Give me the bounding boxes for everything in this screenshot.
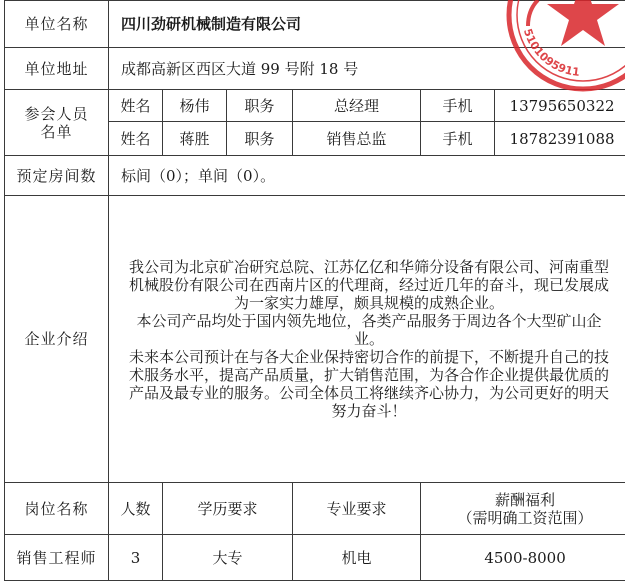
job-count: 3 (109, 535, 163, 581)
name-label: 姓名 (109, 90, 163, 122)
row-company (5, 1, 625, 48)
intro-label: 企业介绍 (5, 196, 109, 483)
rooms-value: 标间（0）；单间（0）。 (109, 156, 625, 196)
job-header-education: 学历要求 (163, 483, 293, 535)
attendees-label (5, 90, 109, 156)
job-header-salary-line1: 薪酬福利 (495, 490, 556, 509)
attendee-title: 总经理 (293, 90, 421, 122)
registration-form-table (4, 0, 625, 581)
company-label: 单位名称 (5, 1, 109, 48)
job-salary: 4500-8000 (421, 535, 625, 581)
row-job-headers (5, 483, 625, 535)
row-intro (5, 196, 625, 483)
attendee-name: 杨伟 (163, 90, 227, 122)
rooms-label: 预定房间数 (5, 156, 109, 196)
address-value: 成都高新区西区大道 99 号附 18 号 (109, 48, 625, 90)
company-name: 四川劲研机械制造有限公司 (109, 1, 625, 48)
title-label: 职务 (227, 90, 293, 122)
intro-paragraph: 本公司产品均处于国内领先地位，各类产品服务于周边各个大型矿山企业。 (136, 312, 602, 348)
address-label: 单位地址 (5, 48, 109, 90)
job-header-position: 岗位名称 (5, 483, 109, 535)
title-label: 职务 (227, 122, 293, 156)
intro-content (109, 196, 625, 483)
job-header-major: 专业要求 (293, 483, 421, 535)
row-address (5, 48, 625, 90)
job-major: 机电 (293, 535, 421, 581)
attendee-phone: 18782391088 (495, 122, 625, 156)
attendees-label-line1: 参会人员 (24, 104, 89, 123)
attendee-phone: 13795650322 (495, 90, 625, 122)
intro-paragraph: 未来本公司预计在与各大企业保持密切合作的前提下，不断提升自己的技术服务水平，提高产品质量，扩大销售范围，为各合作企业提供最优质的产品及最专业的服务。公司全体员工将继续齐心协力，为公司更好的明天努力奋斗！ (129, 348, 610, 420)
phone-label: 手机 (421, 90, 495, 122)
job-education: 大专 (163, 535, 293, 581)
intro-paragraph: 我公司为北京矿冶研究总院、江苏亿亿和华筛分设备有限公司、河南重型机械股份有限公司在西南片区的代理商，经过近几年的奋斗，现已发展成为一家实力雄厚，颇具规模的成熟企业。 (129, 258, 610, 312)
job-position: 销售工程师 (5, 535, 109, 581)
job-row (5, 535, 625, 581)
job-header-salary (421, 483, 625, 535)
attendee-title: 销售总监 (293, 122, 421, 156)
phone-label: 手机 (421, 122, 495, 156)
name-label: 姓名 (109, 122, 163, 156)
job-header-salary-line2: （需明确工资范围） (457, 508, 593, 527)
job-header-count: 人数 (109, 483, 163, 535)
seal-digits-path: 5101095911 (520, 27, 581, 79)
attendee-row (5, 90, 625, 122)
attendees-label-line2: 名单 (40, 122, 73, 141)
row-rooms (5, 156, 625, 196)
attendee-name: 蒋胜 (163, 122, 227, 156)
